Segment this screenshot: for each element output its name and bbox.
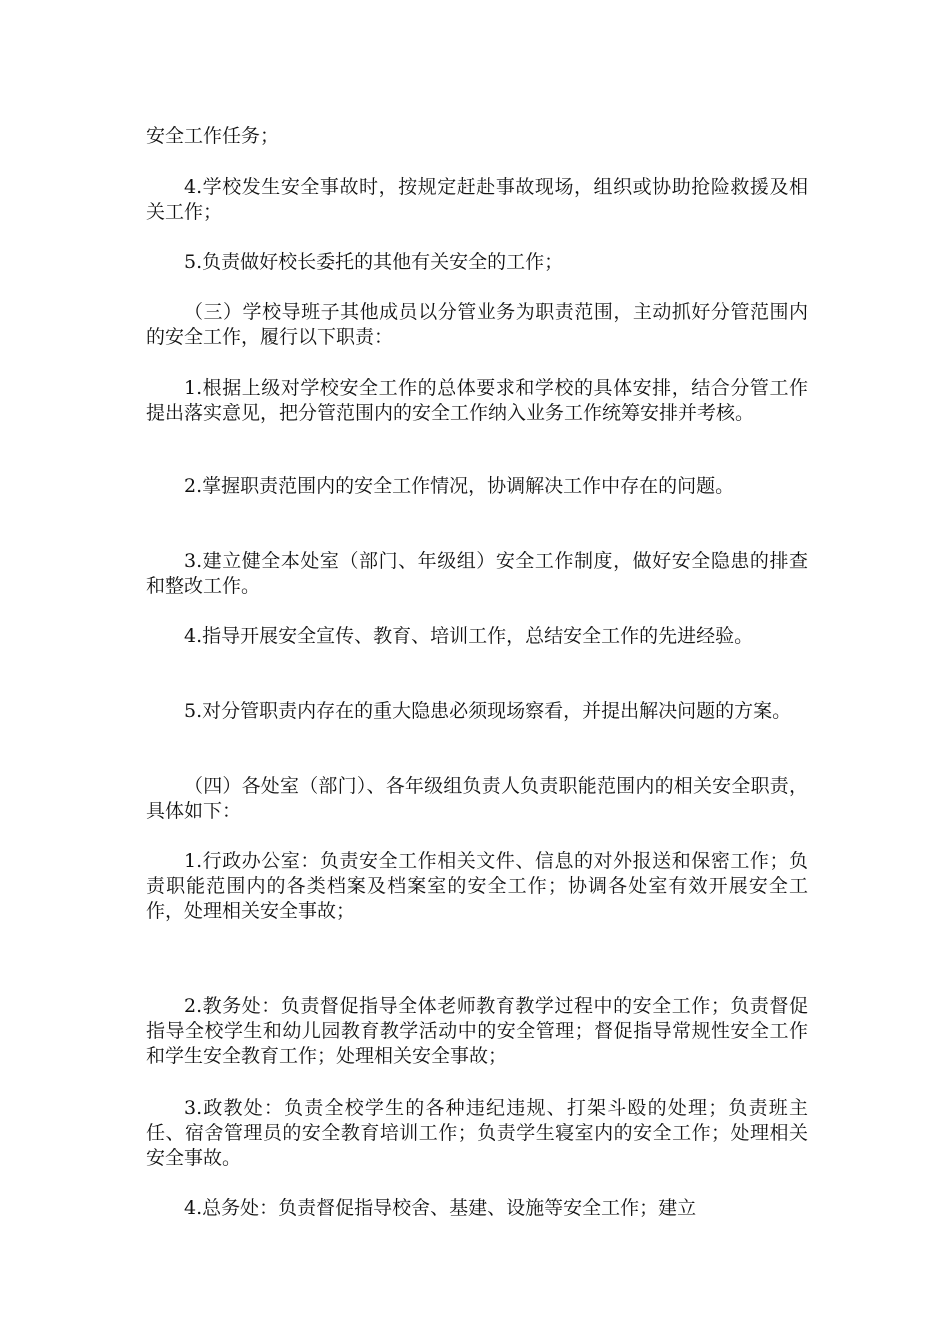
paragraph-section-3-heading: （三）学校导班子其他成员以分管业务为职责范围，主动抓好分管范围内的安全工作，履行以下职责： [146, 301, 808, 348]
paragraph-continuation: 安全工作任务； [146, 125, 280, 147]
paragraph-section-3-item-4: 4.指导开展安全宣传、教育、培训工作，总结安全工作的先进经验。 [184, 625, 754, 647]
paragraph-item-5-delegated: 5.负责做好校长委托的其他有关安全的工作； [184, 251, 564, 273]
paragraph-section-4-item-2: 2.教务处：负责督促指导全体老师教育教学过程中的安全工作；负责督促指导全校学生和幼儿园教育教学活动中的安全管理；督促指导常规性安全工作和学生安全教育工作；处理相关安全事故； [146, 995, 808, 1067]
paragraph-section-3-item-2: 2.掌握职责范围内的安全工作情况，协调解决工作中存在的问题。 [184, 475, 735, 497]
paragraph-section-4-item-4: 4.总务处：负责督促指导校舍、基建、设施等安全工作；建立 [184, 1197, 697, 1219]
paragraph-section-3-item-5: 5.对分管职责内存在的重大隐患必须现场察看，并提出解决问题的方案。 [184, 700, 792, 722]
paragraph-section-3-item-3: 3.建立健全本处室（部门、年级组）安全工作制度，做好安全隐患的排查和整改工作。 [146, 550, 808, 597]
paragraph-section-4-item-1: 1.行政办公室：负责安全工作相关文件、信息的对外报送和保密工作；负责职能范围内的各类档案及档案室的安全工作；协调各处室有效开展安全工作，处理相关安全事故； [146, 850, 808, 922]
paragraph-section-3-item-1: 1.根据上级对学校安全工作的总体要求和学校的具体安排，结合分管工作提出落实意见，把分管范围内的安全工作纳入业务工作统筹安排并考核。 [146, 377, 808, 424]
paragraph-item-4-emergency: 4.学校发生安全事故时，按规定赶赴事故现场，组织或协助抢险救援及相关工作； [146, 176, 808, 223]
paragraph-section-4-heading: （四）各处室（部门）、各年级组负责人负责职能范围内的相关安全职责，具体如下： [146, 775, 808, 822]
paragraph-section-4-item-3: 3.政教处：负责全校学生的各种违纪违规、打架斗殴的处理；负责班主任、宿舍管理员的安全教育培训工作；负责学生寝室内的安全工作；处理相关安全事故。 [146, 1097, 808, 1169]
